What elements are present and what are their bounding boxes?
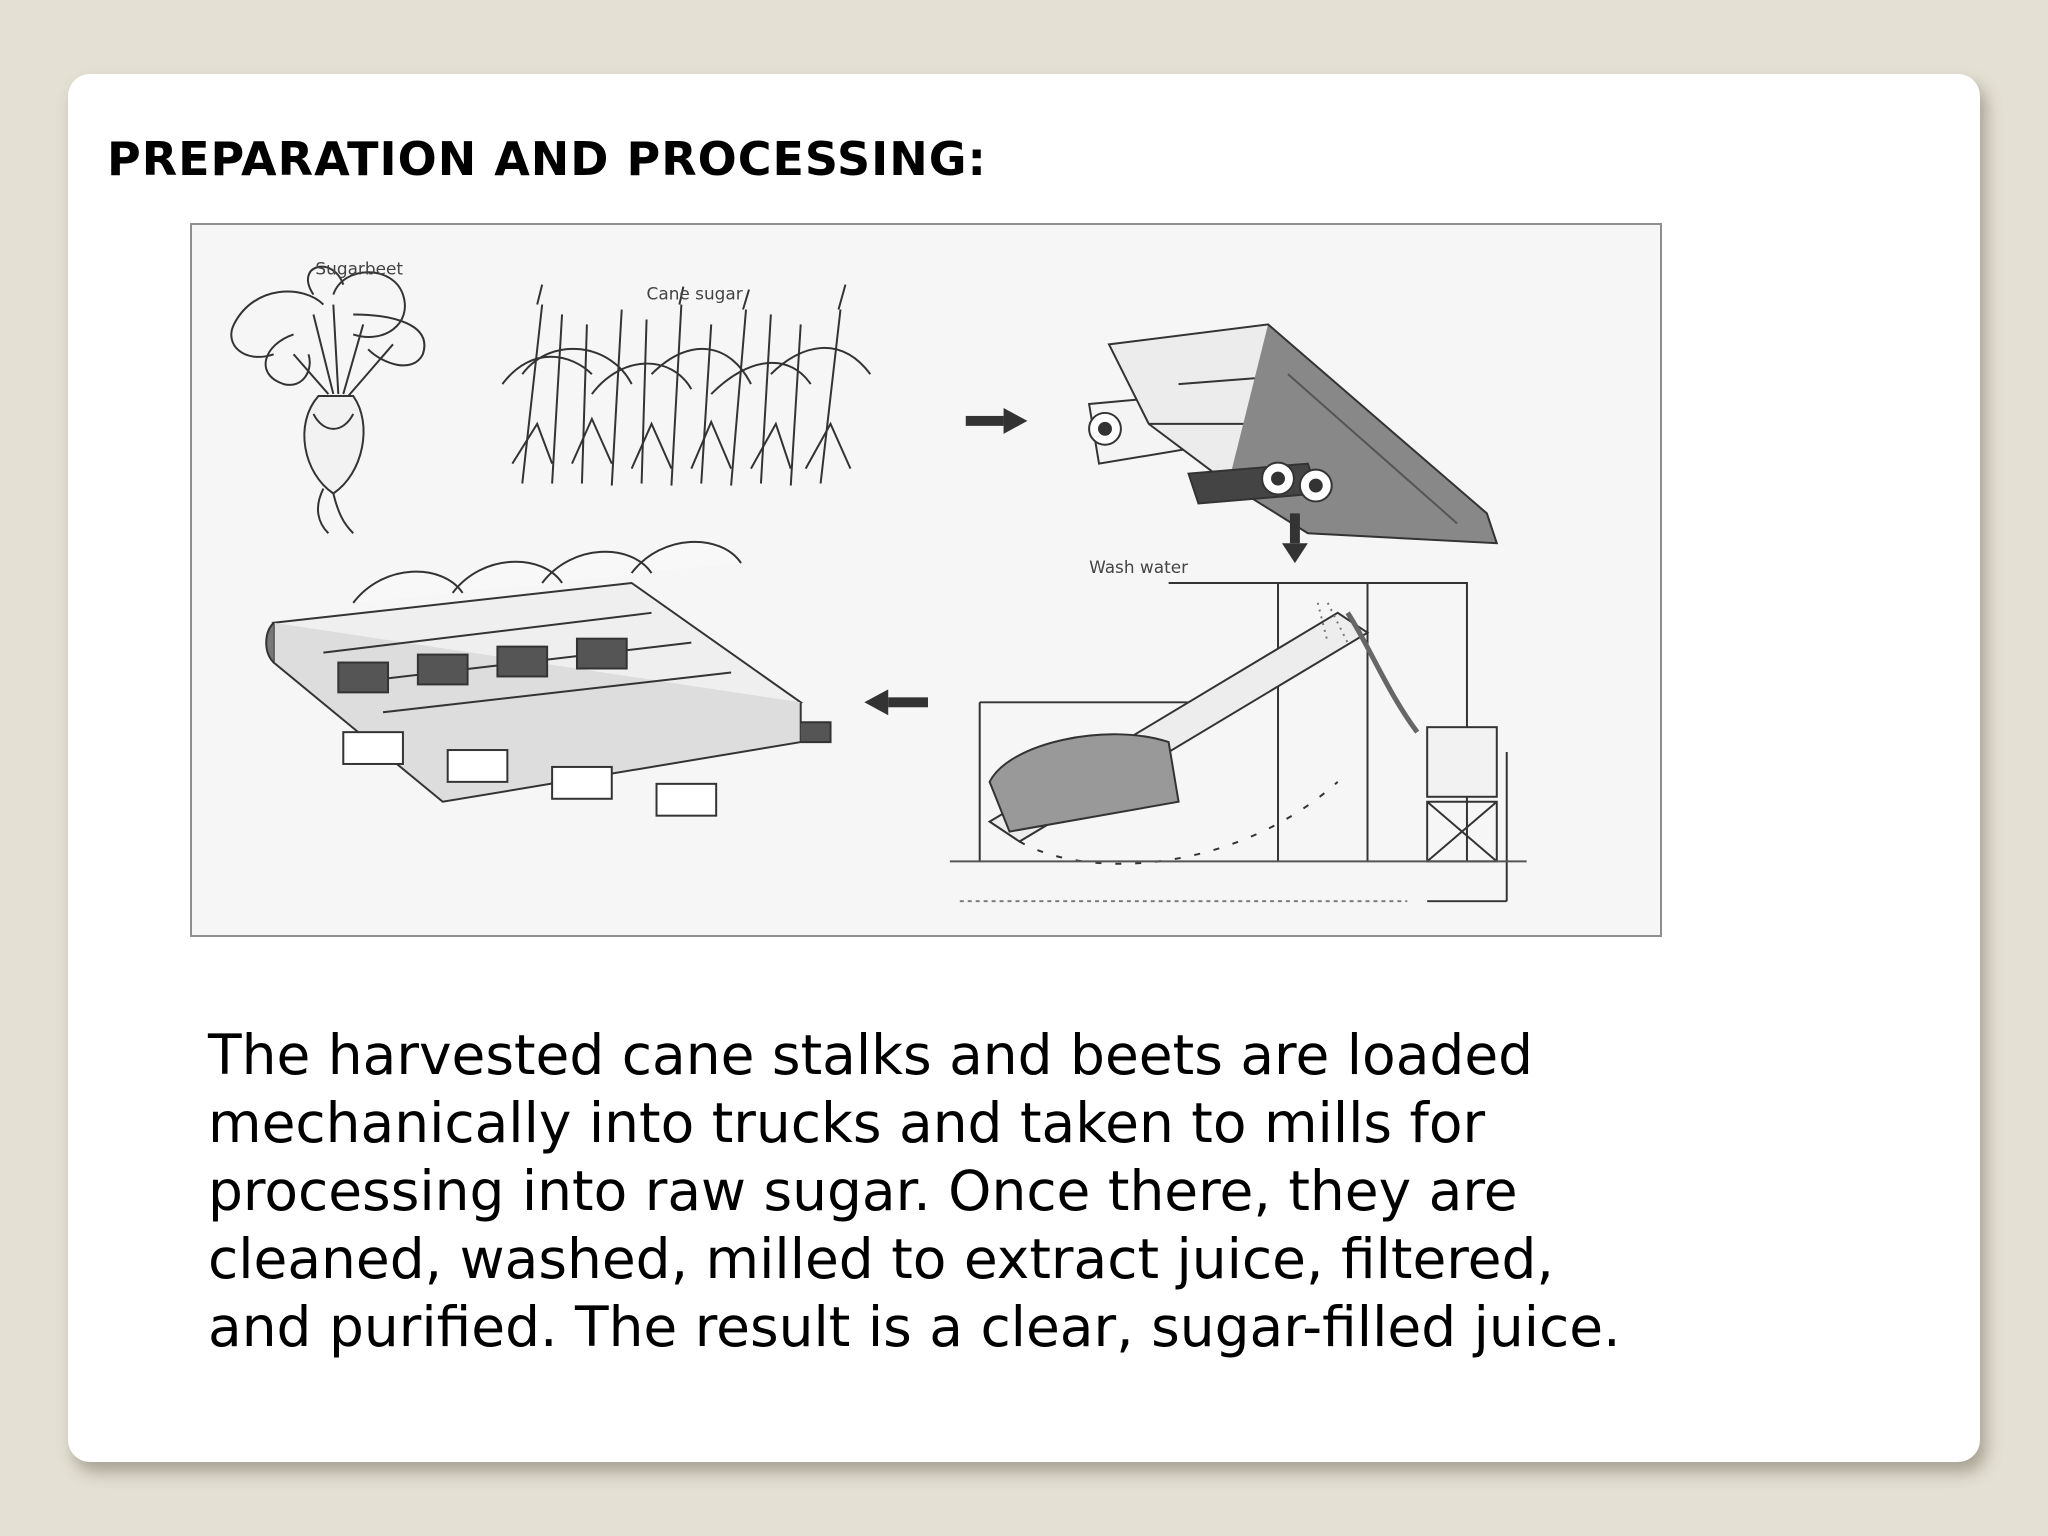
body-paragraph — [208, 1021, 1768, 1361]
body-line: mechanically into trucks and taken to mills for — [208, 1091, 1486, 1155]
slide-title: PREPARATION AND PROCESSING: — [107, 132, 987, 186]
body-line: processing into raw sugar. Once there, they are — [208, 1159, 1518, 1223]
body-line: and purified. The result is a clear, sugar-filled juice. — [208, 1295, 1621, 1359]
dump-truck-illustration — [1089, 324, 1497, 543]
body-line: cleaned, washed, milled to extract juice, filtered, — [208, 1227, 1554, 1291]
process-diagram-svg — [192, 225, 1660, 935]
arrow-left-icon — [864, 689, 928, 715]
mill-illustration — [266, 542, 830, 816]
wash-conveyor-illustration — [950, 583, 1527, 901]
cane-sugar-label: Cane sugar — [646, 283, 743, 304]
process-illustration — [190, 223, 1662, 937]
body-line: The harvested cane stalks and beets are loaded — [208, 1023, 1534, 1087]
cane-sugar-illustration — [502, 285, 870, 486]
wash-water-label: Wash water — [1089, 557, 1189, 578]
arrow-right-icon — [966, 408, 1028, 434]
sugarbeet-illustration — [231, 267, 424, 534]
sugarbeet-label: Sugarbeet — [315, 258, 404, 279]
